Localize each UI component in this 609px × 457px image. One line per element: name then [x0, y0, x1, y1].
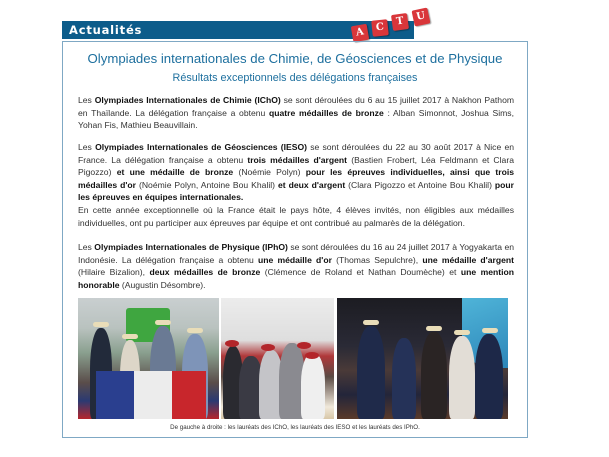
boater-hat — [155, 320, 171, 325]
text: se sont déroulées du 6 au 15 juillet 2017 à Nakhon Pathom en Thaïlande. La délégation française a obtenu — [78, 95, 515, 118]
bold-text: une médaille d'or — [257, 254, 332, 265]
host-note: En cette année exceptionnelle où la France était le pays hôte, 4 élèves invités, non éligibles aux médailles individuelles, ont pu participer aux épreuves par équipe et ont contribué au palmarès de la délégation. — [78, 204, 514, 228]
boater-hat — [454, 330, 470, 335]
bold-text: deux médailles de bronze — [149, 267, 261, 278]
text: Les — [78, 142, 96, 152]
paragraph-ipho — [78, 241, 514, 291]
person — [475, 334, 503, 419]
bold-text: une médaille d'argent — [422, 254, 514, 265]
beret — [261, 344, 275, 351]
paragraph-icho — [78, 94, 514, 132]
bold-text: Olympiades Internationales de Chimie (IChO) — [94, 95, 281, 105]
photo-ipho-laureates — [337, 298, 508, 419]
section-title: Actualités — [69, 23, 143, 37]
bold-text: une mention honorable — [78, 267, 515, 290]
text: (Hilaire Bizalion), — [78, 267, 150, 278]
beret — [305, 352, 319, 359]
text: Les — [78, 242, 95, 252]
photo-caption: De gauche à droite : les lauréats des IChO, les lauréats des IESO et les lauréats des IPhO. — [170, 424, 420, 431]
boater-hat — [187, 328, 203, 333]
text: (Clara Pigozzo et Antoine Bou Khalil) — [345, 179, 495, 190]
person — [357, 326, 385, 419]
text: (Bastien Frobert, Léa Feldmann et Clara Pigozzo) — [78, 154, 514, 178]
photo-icho-laureates — [78, 298, 219, 419]
text: se sont déroulées du 22 au 30 août 2017 à Nice en France. La délégation française a obtenu — [78, 142, 514, 165]
boater-hat — [122, 334, 138, 339]
boater-hat — [363, 320, 379, 325]
text: Les — [78, 95, 95, 105]
article-title: Olympiades internationales de Chimie, de Géosciences et de Physique — [87, 51, 503, 66]
photo-ieso-laureates — [221, 298, 334, 419]
person — [392, 338, 416, 419]
flag-red — [172, 371, 206, 419]
text: (Augustin Désombre). — [119, 279, 206, 290]
bold-text: Olympiades Internationales de Physique (IPhO) — [94, 242, 288, 252]
actu-badge-tile-u: U — [412, 8, 431, 27]
bold-text: et deux d'argent — [278, 179, 346, 190]
paragraph-ieso — [78, 141, 514, 229]
bold-text: pour les épreuves individuelles, ainsi que trois médailles d'or — [78, 167, 515, 190]
text: : Alban Simonnot, Joshua Sims, Yohan Fis, Mathieu Beauvillain. — [78, 107, 514, 131]
boater-hat — [93, 322, 109, 327]
text: (Clémence de Roland et Nathan Doumèche) et — [260, 267, 461, 278]
beret — [297, 342, 311, 349]
boater-hat — [482, 328, 498, 333]
bold-text: pour les épreuves en équipes internationales. — [78, 179, 515, 203]
actu-badge-tile-a: A — [351, 24, 370, 43]
text: (Thomas Sepulchre), — [331, 254, 423, 265]
text: (Noémie Polyn) — [233, 167, 306, 178]
boater-hat — [426, 326, 442, 331]
article-frame — [62, 41, 528, 438]
bold-text: trois médailles d'argent — [247, 154, 348, 165]
text: se sont déroulées du 16 au 24 juillet 2017 à Yogyakarta en Indonésie. La délégation française a obtenu — [78, 242, 514, 265]
beret — [225, 340, 239, 347]
article-subtitle: Résultats exceptionnels des délégations françaises — [172, 72, 418, 84]
person — [449, 336, 475, 419]
actu-badge-tile-t: T — [391, 13, 409, 31]
flag-blue — [96, 371, 134, 419]
actu-badge-tile-c: C — [371, 19, 389, 37]
flag-white — [134, 371, 172, 419]
bold-text: quatre médailles de bronze — [269, 107, 384, 118]
text: (Noémie Polyn, Antoine Bou Khalil) — [136, 179, 279, 190]
person — [421, 332, 447, 419]
bold-text: Olympiades Internationales de Géosciences (IESO) — [95, 142, 307, 152]
person — [301, 353, 325, 419]
bold-text: et une médaille de bronze — [116, 167, 234, 178]
